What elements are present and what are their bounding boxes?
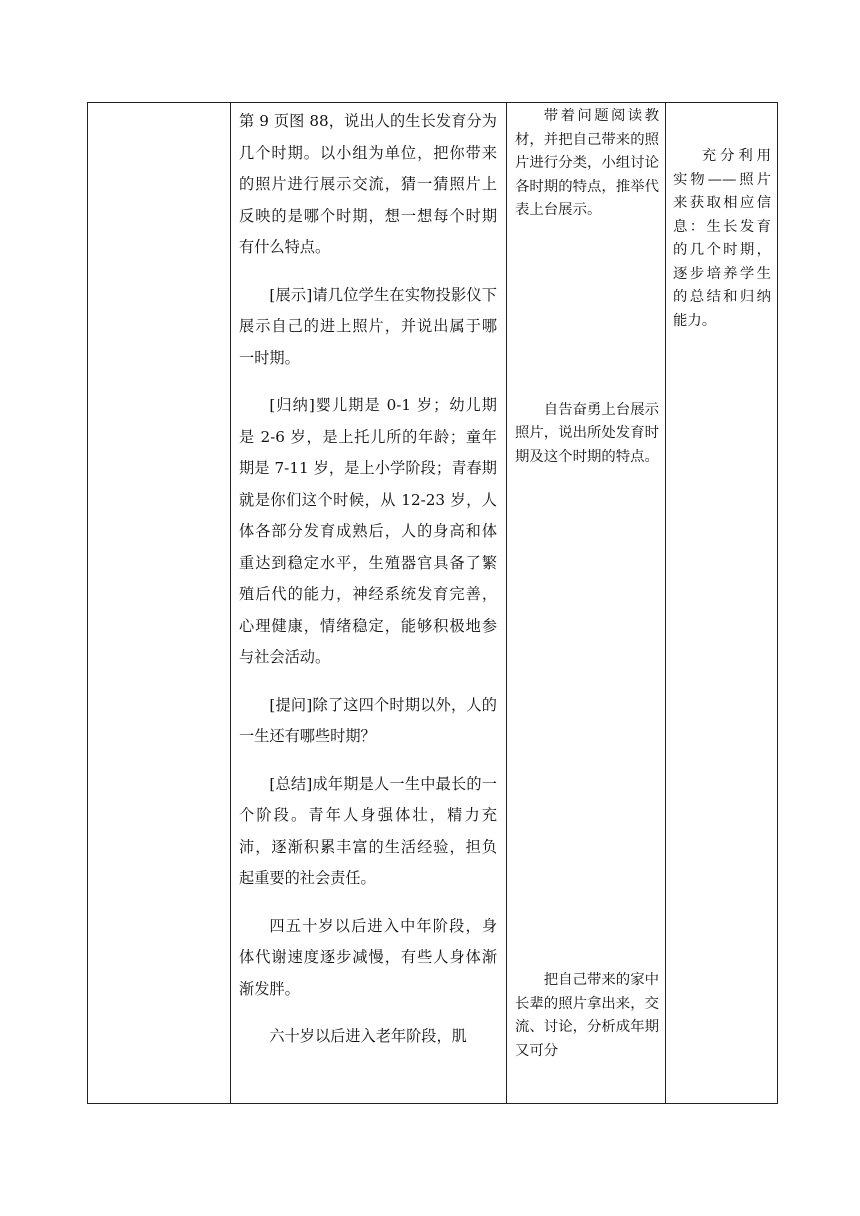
teacher-activity-cell bbox=[231, 103, 507, 1104]
section-cell bbox=[88, 103, 231, 1104]
teacher-paragraph-1: 第 9 页图 88，说出人的生长发育分为几个时期。以小组为单位，把你带来的照片进行展示交流，猜一猜照片上反映的是哪个时期，想一想每个时期有什么特点。 bbox=[239, 112, 497, 256]
teacher-paragraph-7: 六十岁以后进入老年阶段，肌 bbox=[269, 1027, 467, 1045]
teacher-paragraph-4: [提问]除了这四个时期以外，人的一生还有哪些时期？ bbox=[239, 695, 497, 745]
design-intent-cell bbox=[666, 103, 778, 1104]
student-activity-cell bbox=[507, 103, 666, 1104]
student-activity-3: 把自己带来的家中长辈的照片拿出来，交流、讨论，分析成年期又可分 bbox=[515, 972, 659, 1059]
table-row bbox=[88, 103, 778, 1104]
teacher-paragraph-5: [总结]成年期是人一生中最长的一个阶段。青年人身强体壮，精力充沛，逐渐积累丰富的生活经验，担负起重要的社会责任。 bbox=[239, 774, 497, 887]
design-intent-text: 充分利用实物——照片来获取相应信息：生长发育的几个时期，逐步培养学生的总结和归纳能力。 bbox=[673, 148, 771, 329]
teacher-paragraph-2: [展示]请几位学生在实物投影仪下展示自己的进上照片，并说出属于哪一时期。 bbox=[239, 285, 497, 367]
teacher-paragraph-6: 四五十岁以后进入中年阶段，身体代谢速度逐步减慢，有些人身体渐渐发胖。 bbox=[239, 916, 497, 998]
teacher-paragraph-3: [归纳]婴儿期是 0-1 岁；幼儿期是 2-6 岁，是上托儿所的年龄；童年期是 7-11 岁，是上小学阶段；青春期就是你们这个时候，从 12-23 岁，人体各部分发育成熟后，人的身高和体重达到稳定水平，生殖器官具备了繁殖后代的能力，神经系统发育完善，心理健康，情绪稳定，能够积极地参与社会活动。 bbox=[239, 396, 497, 666]
lesson-plan-table bbox=[87, 102, 778, 1104]
student-activity-2: 自告奋勇上台展示照片，说出所处发育时期及这个时期的特点。 bbox=[515, 401, 659, 465]
student-activity-1: 带着问题阅读教材，并把自己带来的照片进行分类，小组讨论各时期的特点，推举代表上台展示。 bbox=[515, 108, 659, 218]
